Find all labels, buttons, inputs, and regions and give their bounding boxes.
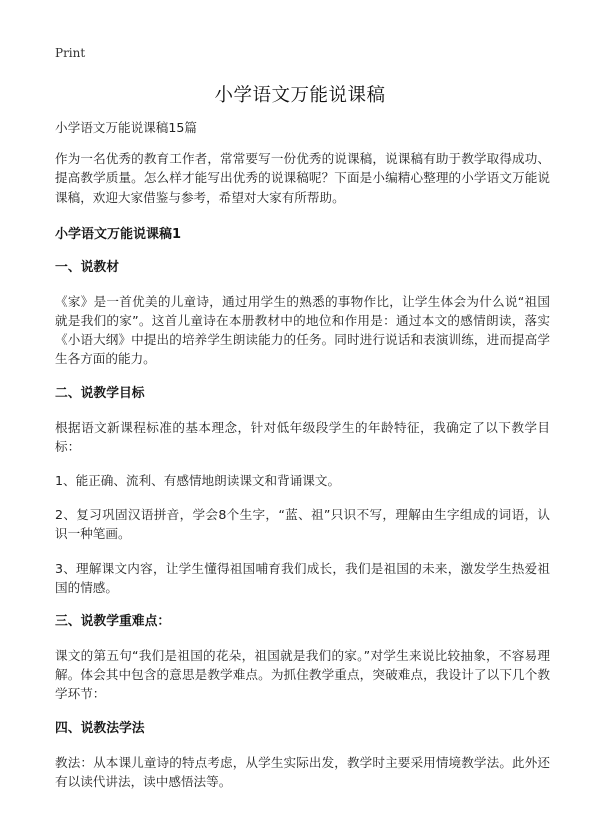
section-paragraph: 《家》是一首优美的儿童诗，通过用学生的熟悉的事物作比，让学生体会为什么说“祖国就是我们的家”。这首儿童诗在本册教材中的地位和作用是：通过本文的感情朗读，落实《小语大纲》中提出的培养学生朗读能力的任务。同时进行说话和表演训练，进而提高学生各方面的能力。 bbox=[55, 293, 550, 367]
section-teaching-goals bbox=[55, 384, 550, 597]
page-title: 小学语文万能说课稿 bbox=[214, 85, 386, 106]
article-heading: 小学语文万能说课稿1 bbox=[55, 226, 182, 242]
section-paragraph: 根据语文新课程标准的基本理念，针对低年级段学生的年龄特征，我确定了以下教学目标： bbox=[55, 419, 550, 454]
section-heading: 一、说教材 bbox=[55, 259, 119, 275]
section-paragraph: 教法：从本课儿童诗的特点考虑，从学生实际出发，教学时主要采用情境教学法。此外还有以读代讲法，读中感悟法等。 bbox=[55, 754, 550, 789]
list-item: 1、能正确、流利、有感情地朗读课文和背诵课文。 bbox=[55, 473, 341, 489]
section-key-difficulties bbox=[55, 612, 550, 704]
print-label: Print bbox=[55, 46, 86, 60]
list-item: 3、理解课文内容，让学生懂得祖国哺育我们成长，我们是祖国的未来，激发学生热爱祖国的情感。 bbox=[55, 560, 550, 595]
intro-paragraph: 作为一名优秀的教育工作者，常常要写一份优秀的说课稿，说课稿有助于教学取得成功、提高教学质量。怎么样才能写出优秀的说课稿呢？下面是小编精心整理的小学语文万能说课稿，欢迎大家借鉴与参考，希望对大家有所帮助。 bbox=[55, 151, 550, 205]
section-heading: 四、说教法学法 bbox=[55, 720, 145, 736]
document-body bbox=[55, 118, 550, 791]
section-methods bbox=[55, 719, 550, 791]
section-heading: 二、说教学目标 bbox=[55, 385, 145, 401]
section-textbook bbox=[55, 258, 550, 369]
document-subtitle: 小学语文万能说课稿15篇 bbox=[55, 120, 197, 135]
list-item: 2、复习巩固汉语拼音，学会8个生字，“蓝、祖”只识不写，理解由生字组成的词语，认识一种笔画。 bbox=[55, 507, 550, 542]
section-heading: 三、说教学重难点： bbox=[55, 614, 171, 630]
section-paragraph: 课文的第五句“我们是祖国的花朵，祖国就是我们的家。”对学生来说比较抽象，不容易理解。体会其中包含的意思是教学难点。为抓住教学重点，突破难点，我设计了以下几个教学环节： bbox=[55, 648, 550, 702]
